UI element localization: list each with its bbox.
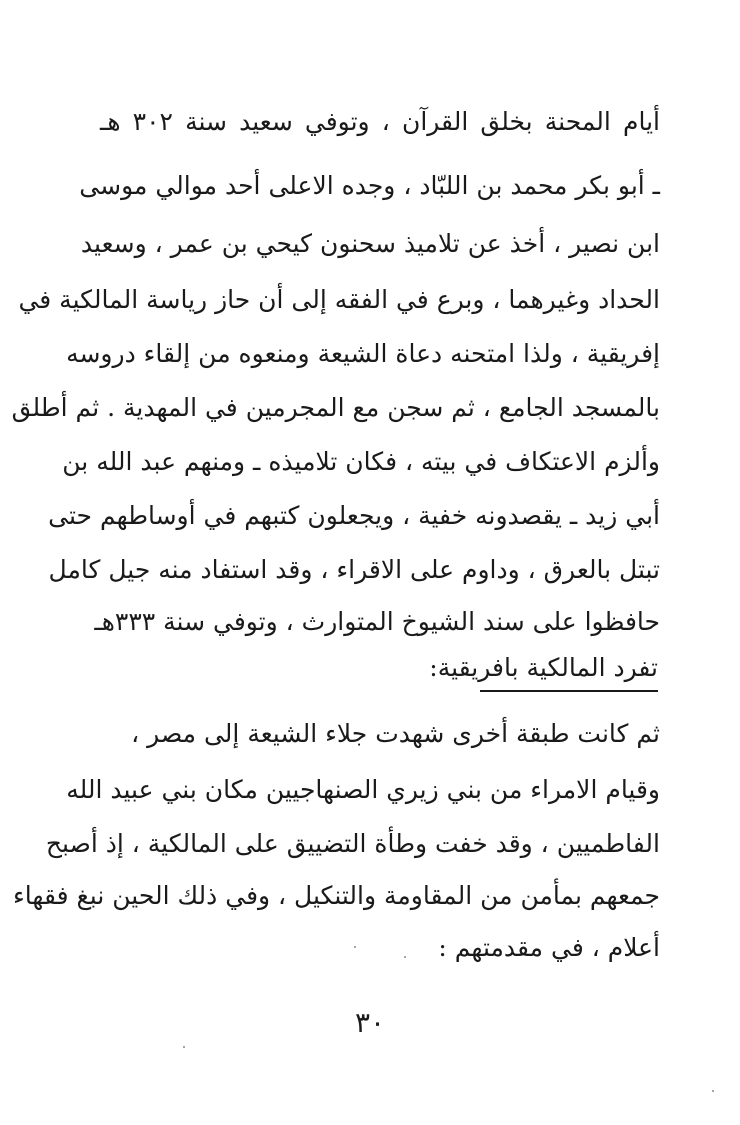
text-line: أبي زيد ـ يقصدونه خفية ، ويجعلون كتبهم في أوساطهم حتى [48, 501, 660, 530]
text-line: الفاطميين ، وقد خفت وطأة التضييق على المالكية ، إذ أصبح [45, 829, 660, 858]
heading-underline [480, 690, 658, 692]
text-line: جمعهم بمأمن من المقاومة والتنكيل ، وفي ذلك الحين نبغ فقهاء [13, 881, 660, 910]
text-line: وألزم الاعتكاف في بيته ، فكان تلاميذه ـ ومنهم عبد الله بن [62, 447, 660, 476]
text-line: ثم كانت طبقة أخرى شهدت جلاء الشيعة إلى مصر ، [131, 719, 660, 748]
section-heading: تفرد المالكية بافريقية: [429, 653, 658, 682]
text-line: وقيام الامراء من بني زيري الصنهاجيين مكان بني عبيد الله [66, 775, 660, 804]
scan-speck [712, 1090, 714, 1092]
page-number: ٣٠ [354, 1006, 386, 1039]
text-line: ـ أبو بكر محمد بن اللبّاد ، وجده الاعلى أحد موالي موسى [79, 171, 660, 200]
text-line: تبتل بالعرق ، وداوم على الاقراء ، وقد استفاد منه جيل كامل [48, 555, 660, 584]
text-line: إفريقية ، ولذا امتحنه دعاة الشيعة ومنعوه من إلقاء دروسه [66, 339, 660, 368]
text-line: ابن نصير ، أخذ عن تلاميذ سحنون كيحي بن عمر ، وسعيد [80, 229, 660, 258]
scan-speck [404, 956, 406, 958]
scan-speck [183, 1046, 185, 1048]
text-line: حافظوا على سند الشيوخ المتوارث ، وتوفي سنة ٣٣٣هـ [94, 607, 660, 636]
text-line: الحداد وغيرهما ، وبرع في الفقه إلى أن حاز رياسة المالكية في [18, 285, 660, 314]
text-line: بالمسجد الجامع ، ثم سجن مع المجرمين في المهدية . ثم أطلق [11, 393, 660, 422]
text-line: أعلام ، في مقدمتهم : [438, 933, 660, 962]
scan-speck [354, 946, 356, 948]
text-line: أيام المحنة بخلق القرآن ، وتوفي سعيد سنة ٣٠٢ هـ [100, 107, 660, 136]
